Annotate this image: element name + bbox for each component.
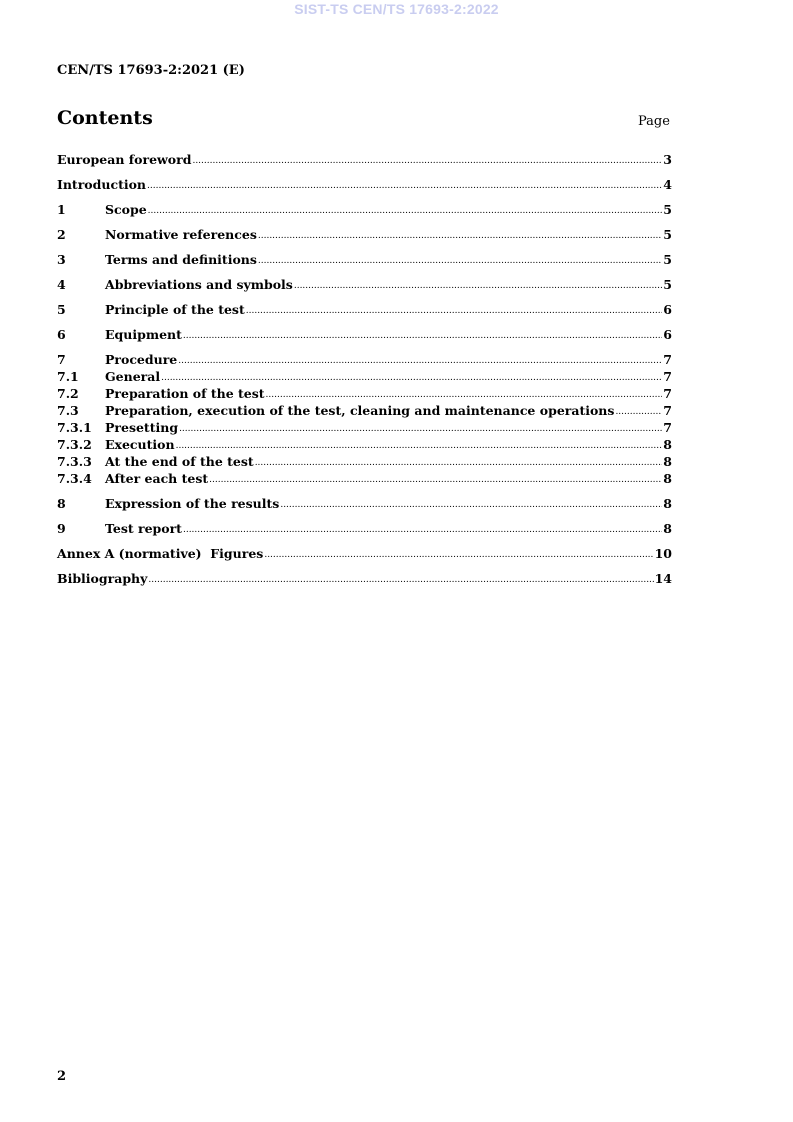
toc-entry-procedure[interactable]	[57, 351, 672, 368]
toc-entry-annex-a[interactable]	[57, 545, 672, 562]
leader-dots	[280, 494, 662, 514]
toc-entry-number: 7.3.2	[57, 437, 92, 452]
toc-entry-at-the-end-of-the-test[interactable]	[57, 453, 672, 470]
toc-entry-page: 5	[663, 227, 672, 242]
toc-entry-number: 7.3.3	[57, 454, 92, 469]
toc-entry-title: General	[105, 369, 161, 384]
toc-entry-title: Presetting	[105, 420, 179, 435]
contents-heading: Contents	[57, 107, 153, 129]
toc-entry-page: 6	[663, 302, 672, 317]
toc-entry-page: 7	[663, 403, 672, 418]
leader-dots	[258, 225, 662, 245]
watermark: SIST-TS CEN/TS 17693-2:2022	[294, 1, 499, 17]
toc-entry-number: 7.3.1	[57, 420, 92, 435]
toc-entry-bibliography[interactable]	[57, 570, 672, 587]
toc-entry-general[interactable]	[57, 368, 672, 385]
leader-dots	[183, 519, 662, 539]
leader-dots	[246, 300, 663, 320]
toc-entry-title: Preparation of the test	[105, 386, 265, 401]
toc-entry-title: Bibliography	[57, 571, 148, 586]
leader-dots	[148, 569, 653, 589]
toc-entry-page: 10	[654, 546, 672, 561]
toc-entry-number: 7.1	[57, 369, 79, 384]
toc-entry-equipment[interactable]	[57, 326, 672, 343]
toc-entry-number: 8	[57, 496, 66, 511]
toc-entry-title: Preparation, execution of the test, cleaning and maintenance operations	[105, 403, 615, 418]
toc-entry-title: Equipment	[105, 327, 182, 342]
toc-entry-title: Normative references	[105, 227, 257, 242]
toc-entry-terms-and-definitions[interactable]	[57, 251, 672, 268]
leader-dots	[148, 200, 663, 220]
toc-entry-number: 2	[57, 227, 66, 242]
toc-entry-number: 3	[57, 252, 66, 267]
toc-entry-title: Expression of the results	[105, 496, 280, 511]
toc-entry-scope[interactable]	[57, 201, 672, 218]
toc-entry-page: 7	[663, 352, 672, 367]
toc-entry-title: At the end of the test	[105, 454, 254, 469]
leader-dots	[147, 175, 662, 195]
toc-entry-page: 6	[663, 327, 672, 342]
toc-entry-page: 7	[663, 369, 672, 384]
toc-entry-title: Execution	[105, 437, 175, 452]
toc-entry-page: 8	[663, 471, 672, 486]
toc-entry-abbreviations-and-symbols[interactable]	[57, 276, 672, 293]
toc-entry-title: Introduction	[57, 177, 147, 192]
page-number: 2	[57, 1069, 67, 1084]
leader-dots	[266, 384, 663, 404]
toc-entry-number: 5	[57, 302, 66, 317]
toc-entry-number: 6	[57, 327, 66, 342]
toc-entry-page: 8	[663, 437, 672, 452]
toc-entry-preparation-of-the-test[interactable]	[57, 385, 672, 402]
toc-entry-expression-of-the-results[interactable]	[57, 495, 672, 512]
toc-entry-title: Principle of the test	[105, 302, 245, 317]
toc-entry-normative-references[interactable]	[57, 226, 672, 243]
toc-entry-number: 4	[57, 277, 66, 292]
toc-entry-page: 5	[663, 202, 672, 217]
leader-dots	[264, 544, 653, 564]
leader-dots	[209, 469, 662, 489]
toc-entry-title: Scope	[105, 202, 147, 217]
leader-dots	[192, 150, 662, 170]
toc-entry-number: 1	[57, 202, 66, 217]
toc-entry-execution[interactable]	[57, 436, 672, 453]
toc-entry-title: After each test	[105, 471, 209, 486]
toc-entry-preparation-execution-cleaning[interactable]	[57, 402, 672, 419]
toc-entry-page: 8	[663, 521, 672, 536]
toc-entry-page: 4	[663, 177, 672, 192]
toc-entry-number: 7.3	[57, 403, 79, 418]
toc-entry-test-report[interactable]	[57, 520, 672, 537]
toc-entry-title: Procedure	[105, 352, 178, 367]
toc-entry-page: 14	[654, 571, 672, 586]
toc-entry-page: 5	[663, 252, 672, 267]
toc-entry-title: Abbreviations and symbols	[105, 277, 293, 292]
table-of-contents	[57, 151, 672, 587]
leader-dots	[294, 275, 662, 295]
toc-entry-european-foreword[interactable]	[57, 151, 672, 168]
toc-entry-title: Terms and definitions	[105, 252, 257, 267]
toc-entry-number: 9	[57, 521, 66, 536]
toc-entry-title: European foreword	[57, 152, 192, 167]
leader-dots	[183, 325, 662, 345]
toc-entry-page: 8	[663, 496, 672, 511]
toc-entry-page: 7	[663, 386, 672, 401]
toc-entry-number: 7.2	[57, 386, 79, 401]
toc-entry-page: 5	[663, 277, 672, 292]
toc-entry-page: 8	[663, 454, 672, 469]
document-identifier: CEN/TS 17693-2:2021 (E)	[57, 63, 245, 78]
toc-entry-page: 3	[663, 152, 672, 167]
toc-entry-after-each-test[interactable]	[57, 470, 672, 487]
toc-entry-introduction[interactable]	[57, 176, 672, 193]
page-column-label: Page	[638, 114, 670, 129]
toc-entry-number: 7	[57, 352, 66, 367]
leader-dots	[258, 250, 662, 270]
toc-entry-principle-of-the-test[interactable]	[57, 301, 672, 318]
toc-entry-presetting[interactable]	[57, 419, 672, 436]
toc-entry-page: 7	[663, 420, 672, 435]
toc-entry-number: 7.3.4	[57, 471, 92, 486]
toc-entry-title: Annex A (normative) Figures	[57, 546, 264, 561]
toc-entry-title: Test report	[105, 521, 182, 536]
